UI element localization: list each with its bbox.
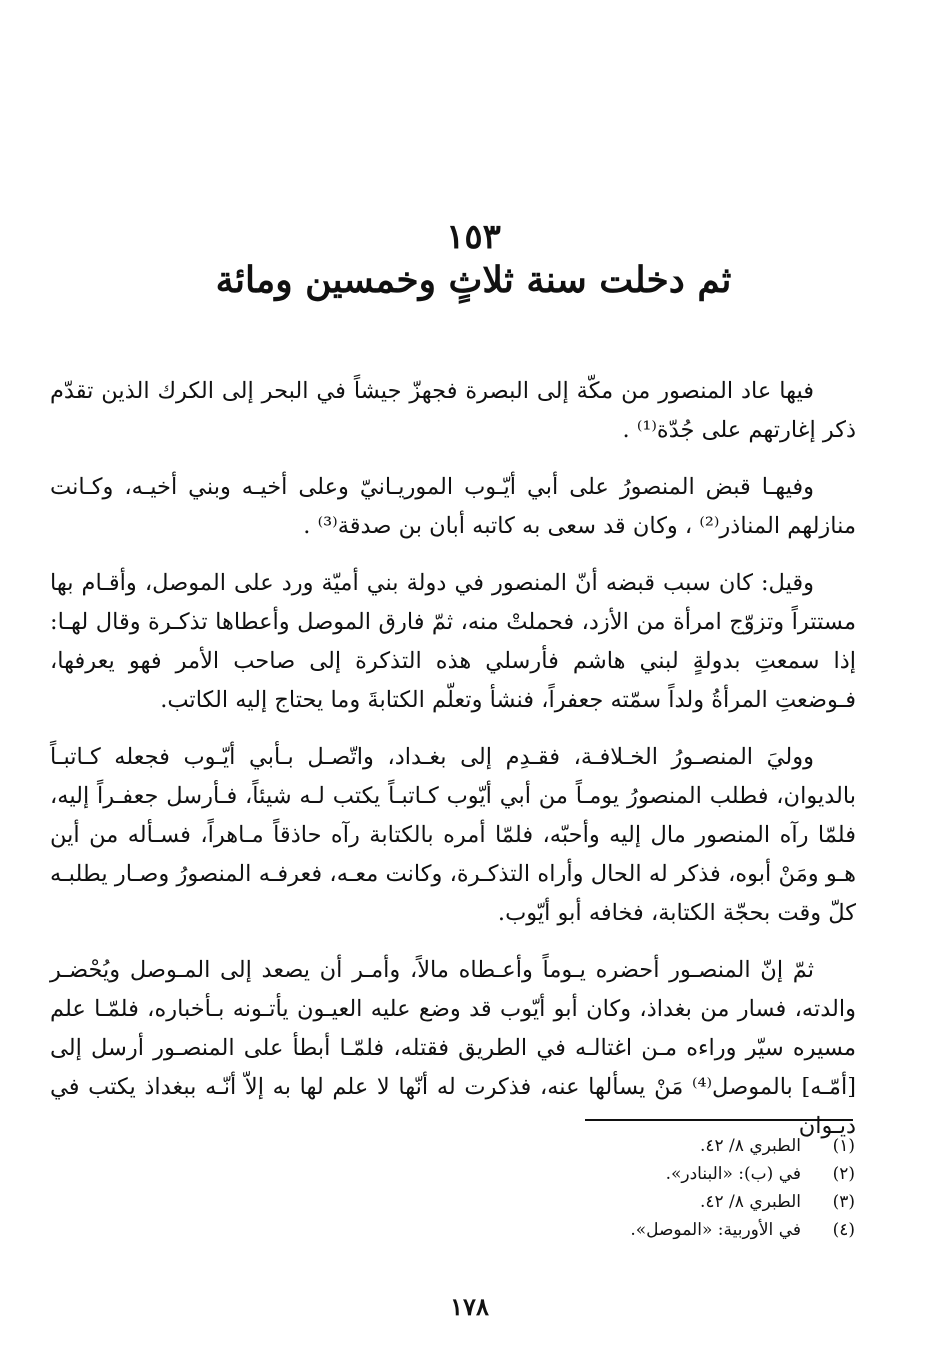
footnote-1 — [300, 1132, 855, 1160]
footnote-number: (٤) — [832, 1220, 855, 1240]
footnote-2 — [300, 1160, 855, 1188]
main-text — [50, 372, 856, 1164]
paragraph-5: ثمّ إنّ المنصـور أحضره يـوماً وأعـطاه مالاً، وأمـر أن يصعد إلى المـوصل ويُحْضـر والدته، فسار من بغداذ، وكان أبو أيّوب قد وضع عليه العيـون يأتـونه بـأخباره، فلمّـا علم مسيره سيّر وراءه مـن اغتالـه في الطريق فقتله، فلمّـا أبطأ على المنصـور أرسل إلى [أمّـه] بالموصل⁽⁴⁾ مَنْ يسألها عنه، فذكرت له أنّها لا علم لها به إلاّ أنّـه ببغداذ يكتب في ديـوان — [50, 957, 856, 1139]
footnote-number: (١) — [832, 1136, 855, 1156]
footnote-text: في الأوربية: «الموصل». — [630, 1220, 801, 1240]
footnote-number: (٢) — [832, 1164, 855, 1184]
footnote-text: في (ب): «البنادر». — [665, 1164, 801, 1184]
footnote-number: (٣) — [832, 1192, 855, 1212]
paragraph-1: فيها عاد المنصور من مكّة إلى البصرة فجهزّ جيشاً في البحر إلى الكرك الذين تقدّم ذكر إغارتهم على جُدّة⁽¹⁾ . — [50, 378, 856, 443]
footnote-text: الطبري ٨/ ٤٢. — [699, 1192, 801, 1212]
page-number: ١٧٨ — [450, 1292, 489, 1321]
year-number-heading: ١٥٣ — [446, 217, 501, 257]
chapter-title: ثم دخلت سنة ثلاثٍ وخمسين ومائة — [215, 259, 732, 301]
footnote-3 — [300, 1188, 855, 1216]
paragraph-3: وقيل: كان سبب قبضه أنّ المنصور في دولة بني أميّة ورد على الموصل، وأقـام بها مستتراً وتزوّج امرأة من الأزد، فحملتْ منه، ثمّ فارق الموصل وأعطاها تذكـرة وقال لهـا: إذا سمعتِ بدولةٍ لبني هاشم فأرسلي هذه التذكرة إلى صاحب الأمر فهو يعرفها، فـوضعتِ المرأةُ ولداً سمّته جعفراً، فنشأ وتعلّم الكتابةَ وما يحتاج إليه الكاتب. — [50, 570, 856, 713]
paragraph-4: ووليَ المنصـورُ الخـلافـة، فقـدِم إلى بغـداد، واتّصـل بـأبي أيّـوب فجعله كـاتبـاً بالديوان، فطلب المنصورُ يومـاً من أبي أيّوب كـاتبـاً يكتب لـه شيئاً، فـأرسل جعفـراً إليه، فلمّا رآه المنصور مال إليه وأحبّه، فلمّا أمره بالكتابة رآه حاذقاً مـاهراً، فسـأله من أين هـو ومَنْ أبوه، فذكر له الحال وأراه التذكـرة، وكانت معـه، فعرفـه المنصورُ وصـار يطلبـه كلّ وقت بحجّة الكتابة، فخافه أبو أيّوب. — [50, 744, 856, 926]
footnote-text: الطبري ٨/ ٤٢. — [699, 1136, 801, 1156]
footnotes-list — [300, 1132, 855, 1244]
footnote-4 — [300, 1216, 855, 1244]
paragraph-2: وفيهـا قبض المنصورُ على أبي أيّـوب الموريـانيّ وعلى أخيـه وبني أخيـه، وكـانت منازلهم المناذر⁽²⁾ ، وكان قد سعى به كاتبه أبان بن صدقة⁽³⁾ . — [50, 474, 856, 539]
footnote-separator — [585, 1119, 853, 1121]
